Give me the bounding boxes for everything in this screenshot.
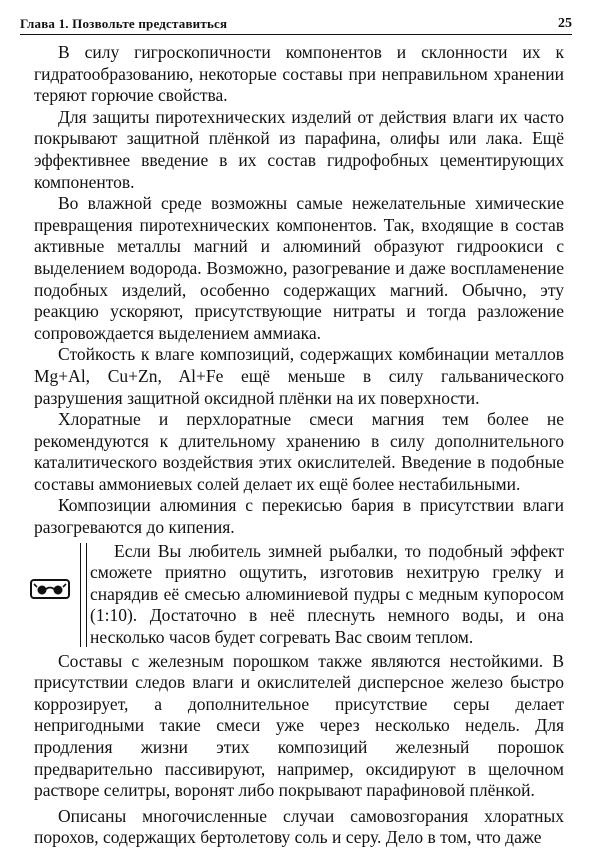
running-header [20,14,572,35]
side-note [34,541,564,649]
page-number: 25 [558,16,572,31]
chapter-title: Глава 1. Позвольте представиться [20,16,228,31]
paragraph: Для защиты пиротехнических изделий от действия влаги их часто покрывают защитной плёнкой из парафина, олифы или лака. Ещё эффективнее введение в их состав гидрофобных цементирующих компонентов. [34,106,564,192]
paragraph: Хлоратные и перхлоратные смеси магния тем более не рекомендуются к длительному хранению в силу дополнительного каталитического воздействия этих окислителей. Введение в подобные составы аммониевых солей делает их ещё более нестабильными. [34,409,564,494]
paragraph: Во влажной среде возможны самые нежелательные химические превращения пиротехнических компонентов. Так, входящие в состав активные металлы магний и алюминий образуют гидроокиси с выделением водорода. Возможно, разогревание и даже воспламенение подобных изделий, особенно содержащих магний. Обычно, эту реакцию ускоряют, присутствующие нитраты и тогда разложение сопровождается выделением аммиака. [34,193,564,343]
paragraph: Описаны многочисленные случаи самовозгорания хлоратных порохов, содержащих бертолетову соль и серу. Дело в том, что даже [34,805,564,848]
glasses-icon [30,579,70,599]
paragraph: В силу гигроскопичности компонентов и склонности их к гидратообразованию, некоторые составы при неправильном хранении теряют горючие свойства. [34,42,564,106]
paragraph: Составы с железным порошком также являются нестойкими. В присутствии следов влаги и окислителей дисперсное железо быстро коррозирует, а дополнительное присутствие серы делает непригодными такие смеси уже через несколько недель. Для продления жизни этих композиций железный порошок предварительно пассивируют, например, оксидируют в щелочном растворе селитры, воронят либо покрывают парафиновой плёнкой. [34,650,564,801]
note-margin-bar [80,543,87,647]
paragraph: Стойкость к влаге композиций, содержащих комбинации металлов Mg+Al, Cu+Zn, Al+Fe ещё меньше в силу гальванического разрушения защитной оксидной плёнки на их поверхности. [34,344,564,408]
paragraph: Композиции алюминия с перекисью бария в присутствии влаги разогреваются до кипения. [34,495,564,538]
page-body [34,42,564,849]
note-text: Если Вы любитель зимней рыбалки, то подобный эффект сможете приятно ощутить, изготовив нехитрую грелку и снарядив её смесью алюминиевой пудры с медным купоросом (1:10). Достаточно в неё плеснуть немного воды, и она несколько часов будет согревать Вас своим теплом. [90,540,564,648]
